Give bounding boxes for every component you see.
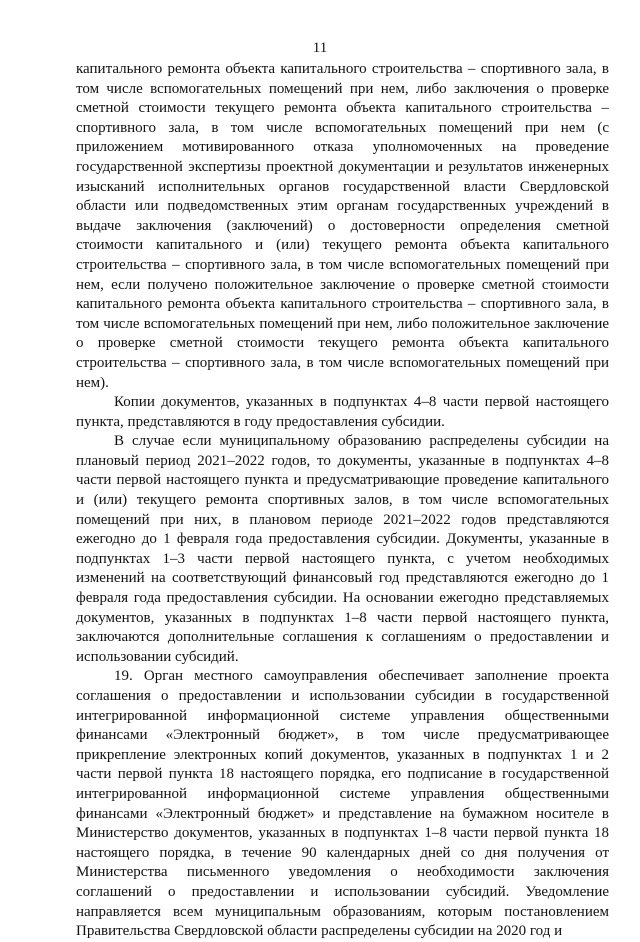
paragraph-planning-period: В случае если муниципальному образованию распределены субсидии на плановый период 2021–2022 годов, то документы, указанные в подпунктах 4–8 части первой настоящего пункта и предусматривающие проведение капитального и (или) текущего ремонта спортивных залов, в том числе вспомогательных помещений при них, в плановом периоде 2021–2022 годов представляются ежегодно до 1 февраля года предоставления субсидии. Документы, указанные в подпунктах 1–3 части первой настоящего пункта, с учетом необходимых изменений на соответствующий финансовый год представляются ежегодно до 1 февраля года предоставления субсидии. На основании ежегодно представляемых документов, указанных в подпунктах 1–8 части первой настоящего пункта, заключаются дополнительные соглашения к соглашениям о предоставлении и использовании субсидий.: [76, 433, 609, 665]
page-number: 11: [312, 40, 328, 56]
paragraph-copies: Копии документов, указанных в подпунктах 4–8 части первой настоящего пункта, представляются в году предоставления субсидии.: [76, 394, 609, 430]
paragraph-continuation: капитального ремонта объекта капитального строительства – спортивного зала, в том числе вспомогательных помещений при нем, либо заключения о проверке сметной стоимости текущего ремонта объекта капитального строительства – спортивного зала, в том числе вспомогательных помещений при нем (с приложением мотивированного отказа уполномоченных на проведение государственной экспертизы проектной документации и результатов инженерных изысканий исполнительных органов государственной власти Свердловской области или подведомственных этим органам государственных учреждений в выдаче заключения (заключений) о достоверности определения сметной стоимости капитального и (или) текущего ремонта объекта капитального строительства – спортивного зала, в том числе вспомогательных помещений при нем, если получено положительное заключение о проверке сметной стоимости капитального ремонта объекта капитального строительства – спортивного зала, в том числе вспомогательных помещений при нем, либо положительное заключение о проверке сметной стоимости текущего ремонта объекта капитального строительства – спортивного зала, в том числе вспомогательных помещений при нем).: [76, 61, 609, 391]
document-body: [76, 60, 609, 942]
paragraph-item-19: 19. Орган местного самоуправления обеспечивает заполнение проекта соглашения о предоставлении и использовании субсидии в государственной интегрированной информационной системе управления общественными финансами «Электронный бюджет», в том числе предусматривающее прикрепление электронных копий документов, указанных в подпунктах 1 и 2 части первой пункта 18 настоящего порядка, его подписание в государственной интегрированной информационной системе управления общественными финансами «Электронный бюджет» и представление на бумажном носителе в Министерство документов, указанных в подпунктах 1–8 части первой пункта 18 настоящего порядка, в течение 90 календарных дней со дня получения от Министерства письменного уведомления о необходимости заключения соглашений о предоставлении и использовании субсидий. Уведомление направляется всем муниципальным образованиям, которым постановлением Правительства Свердловской области распределены субсидии на 2020 год и: [76, 668, 609, 940]
